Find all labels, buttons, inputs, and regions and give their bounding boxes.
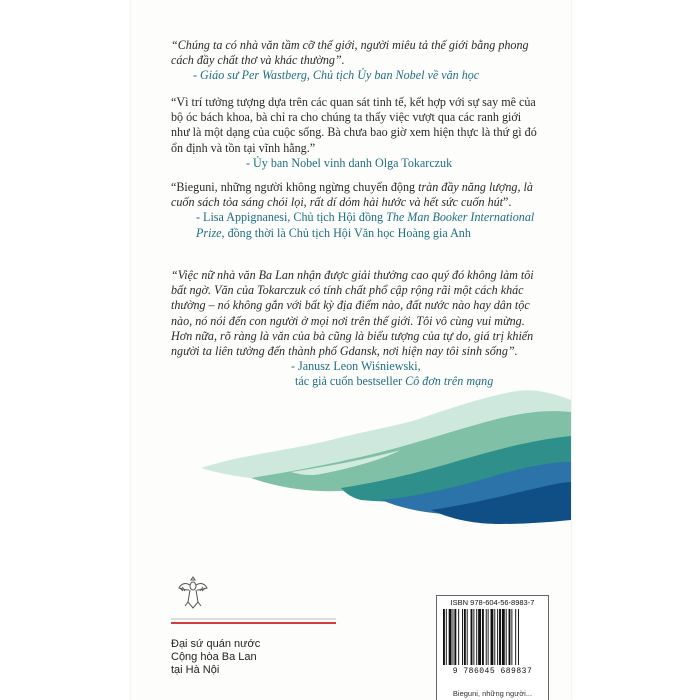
barcode-bar [502,609,505,665]
flag-stripe-white [171,618,336,620]
quote-4-attribution: - Janusz Leon Wiśniewski, [291,359,421,374]
barcode-bar [454,609,456,665]
barcode-bar [518,609,519,665]
embassy-credit [171,638,260,677]
quote-1-attribution: - Giáo sư Per Wastberg, Chủ tịch Ủy ban Nobel về văn học [193,68,480,83]
barcode-bar [476,609,477,665]
barcode-bar [509,609,511,665]
quote-4-attr2-title: Cô đơn trên mạng [405,374,494,389]
embassy-line-3: tại Hà Nội [171,664,220,676]
embassy-line-2: Cộng hòa Ba Lan [171,651,257,663]
barcode-bar [478,609,481,665]
quote-3-attr-end: , đồng thời là Chủ tịch Hội Văn học Hoàng gia Anh [221,225,471,240]
barcode-bar [511,609,512,665]
quote-3-attr-start: - Lisa Appignanesi, Chủ tịch Hội đồng [196,210,387,225]
barcode-bar [446,609,447,665]
barcode-bar [453,609,454,665]
barcode-bar [488,609,489,665]
quote-3-attr-prize: The Man Booker International Prize [196,210,535,240]
barcode-bars [443,609,542,665]
quote-3-text-end: ”. [503,195,512,210]
bottom-title-label: Bieguni, những người... [436,688,549,700]
barcode-bar [494,609,495,665]
barcode-bar [443,609,445,665]
quote-1-text: “Chúng ta có nhà văn tầm cỡ thế giới, người miêu tả thế giới bằng phong cách đầy chất thơ và khác thường”. [171,38,529,68]
barcode-bar [506,609,507,665]
barcode-bar [471,609,473,665]
quote-2-text: “Vì trí tưởng tượng dựa trên các quan sát tinh tế, kết hợp với sự say mê của bộ óc bách khoa, bà chỉ ra cho chúng ta thấy việc vượt qua các ranh giới như là một dạng của cuộc sống. Bà chưa bao giờ xem hiện thực là thứ gì đó ổn định và tồn tại vĩnh hằng.” [171,95,537,155]
quote-4-attr2-start: tác giả cuốn bestseller [295,374,406,389]
book-back-cover [131,0,571,700]
barcode-bar [462,609,463,665]
barcode-bar [497,609,498,665]
quote-2-attribution: - Ủy ban Nobel vinh danh Olga Tokarczuk [246,155,453,170]
barcode-bar [458,609,459,665]
barcode-digits: 9 786045 689837 [452,667,533,676]
barcode-bar [482,609,484,665]
isbn-text: ISBN 978-604-56-8983-7 [450,598,535,607]
barcode-bar [499,609,501,665]
barcode-bar [464,609,466,665]
quote-3-text-italic: tràn đầy năng lượng, là cuốn sách tỏa sáng chói lọi, rất dí dỏm hài hước và hết sức cuốn hút [171,180,533,210]
flag-stripe-red [171,622,336,624]
isbn-barcode [436,595,549,689]
barcode-bar [491,609,494,665]
quote-3-text-start: “Bieguni, những người không ngừng chuyển động [171,180,419,194]
barcode-bar [473,609,474,665]
polish-eagle-emblem-icon [177,574,209,612]
quote-4-text: “Việc nữ nhà văn Ba Lan nhận được giải thưởng cao quý đó không làm tôi bất ngờ. Văn của Tokarczuk có tính chất phổ cập rộng rãi một cách khác thường – nó không gắn với bất kỳ địa điểm nào, đất nước nào hay dân tộc nào, nó nói đến con người ở mọi nơi trên thế giới. Tôi vô cùng vui mừng. Hơn nữa, rõ ràng là văn của bà cũng là biểu tượng của tự do, giá trị khiến người ta liên tưởng đến thành phố Gdansk, nơi hiện nay tôi sinh sống”. [171,268,534,359]
embassy-line-1: Đại sứ quán nước [171,638,261,650]
barcode-bar [449,609,452,665]
barcode-bar [486,609,487,665]
barcode-bar [515,609,516,665]
barcode-bar [467,609,468,665]
